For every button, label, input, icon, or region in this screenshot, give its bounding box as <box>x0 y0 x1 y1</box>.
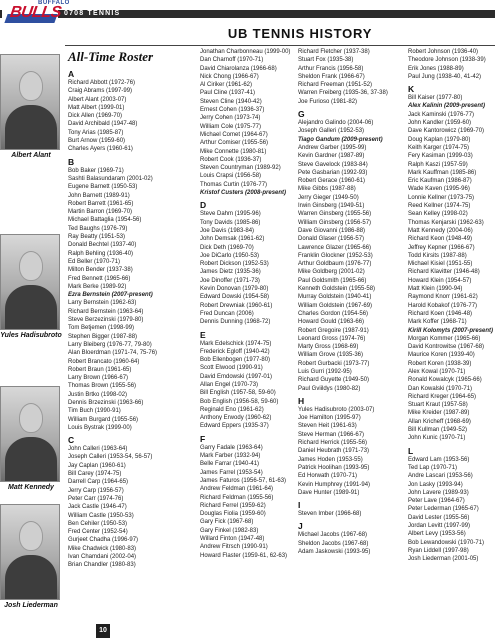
roster-entry: Joseph Calleri (1953-54, 56-57) <box>68 454 153 461</box>
player-photo <box>0 54 62 159</box>
roster-list <box>68 69 193 570</box>
logo-buffalo-text: BUFFALO <box>38 0 70 6</box>
roster-entry: Andrew Garber (1995-99) <box>298 144 367 151</box>
roster-entry: Ed Beller (1970-71) <box>68 258 121 265</box>
roster-entry: Steven Imber (1966-68) <box>298 511 362 518</box>
roster-entry: Kevin Gardner (1987-89) <box>298 153 365 160</box>
roster-column-3 <box>298 48 398 556</box>
roster-entry: Howard Gould (1963-66) <box>298 319 365 326</box>
roster-entry: Joe Dinoffer (1971-73) <box>200 277 260 284</box>
roster-entry: Irwin Ginsberg (1949-51) <box>298 203 365 210</box>
roster-entry: Arthur Comiser (1955-56) <box>200 140 269 147</box>
roster-entry: Bill English (1957-58, 59-60) <box>200 390 276 397</box>
roster-entry: Louis Bystrak (1999-00) <box>68 424 132 431</box>
roster-entry: Charles Ayers (1960-61) <box>68 146 133 153</box>
roster-entry: Lawrence Glazer (1965-66) <box>298 244 372 251</box>
roster-entry: Ray Beatty (1951-53) <box>68 234 126 241</box>
roster-entry: Harold Kobakof (1976-77) <box>408 302 478 309</box>
roster-entry: Frederick Egloff (1940-42) <box>200 348 270 355</box>
roster-entry: Robert Cook (1936-37) <box>200 156 262 163</box>
roster-entry: Bill Carey (1974-75) <box>68 471 122 478</box>
roster-entry: Donald Bechtel (1937-40) <box>68 242 137 249</box>
roster-entry: Steven Countryman (1989-92) <box>200 165 281 172</box>
roster-entry: Jon Lasky (1993-94) <box>408 481 463 488</box>
roster-entry: Arthur Goldbaum (1976-77) <box>298 261 372 268</box>
roster-entry: Kevin Humphrey (1991-94) <box>298 481 371 488</box>
roster-entry: Howard Flaster (1959-61, 62-63) <box>200 552 288 559</box>
roster-entry: Garry Fadale (1963-64) <box>200 444 263 451</box>
roster-entry: Mark Edelschick (1974-75) <box>200 340 272 347</box>
roster-entry: Thomas Curtin (1976-77) <box>200 181 268 188</box>
roster-entry: Ezra Bernstein (2007-present) <box>68 292 153 299</box>
roster-entry: Allan Kricheff (1968-69) <box>408 418 471 425</box>
roster-entry: Gary Fick (1967-68) <box>200 519 254 526</box>
roster-entry: Jonathan Charbonneau (1999-00) <box>200 49 291 55</box>
roster-entry: Mike Gibbs (1987-88) <box>298 186 356 193</box>
roster-entry: Paul Gviildys (1980-82) <box>298 385 361 392</box>
roster-title: All-Time Roster <box>68 49 154 64</box>
roster-entry: Reed Kellner (1974-75) <box>408 203 471 210</box>
roster-entry: Andrew Feldman (1961-64) <box>200 486 274 493</box>
roster-entry: Robert Brancato (1960-64) <box>68 358 140 365</box>
roster-entry: Milton Bender (1937-38) <box>68 267 133 274</box>
roster-entry: Steven Heit (1961-63) <box>298 423 357 430</box>
roster-entry: Todd Kirsits (1987-88) <box>408 252 467 259</box>
roster-entry: Ted Baughs (1976-79) <box>68 225 128 232</box>
roster-entry: Louis Crapsi (1956-58) <box>200 173 262 180</box>
roster-entry: Jeffrey Kepner (1966-67) <box>408 244 475 251</box>
roster-entry: Craig Abrams (1997-99) <box>68 88 133 95</box>
roster-entry: Ralph Behling (1936-40) <box>68 250 134 257</box>
roster-entry: Fery Kasiman (1999-03) <box>408 153 473 160</box>
roster-entry: Theodore Johnson (1938-39) <box>408 57 486 64</box>
roster-entry: Daniel Heubrath (1971-73) <box>298 448 370 455</box>
roster-entry: Pete Gasbarian (1992-93) <box>298 169 368 176</box>
roster-entry: Bob English (1956-58, 59-60) <box>200 398 279 405</box>
roster-entry: Joe Hamilton (1995-97) <box>298 415 361 422</box>
roster-entry: Kevin Donovan (1979-80) <box>200 286 269 293</box>
roster-entry: Jerry Cohen (1973-74) <box>200 115 261 122</box>
roster-entry: Richard Klavitter (1946-48) <box>408 269 480 276</box>
roster-entry: Steve Berzezinski (1979-80) <box>68 317 144 324</box>
letter-heading: L <box>408 445 414 456</box>
roster-entry: Bill Kaiser (1977-80) <box>408 95 463 102</box>
roster-entry: Dick Deth (1969-70) <box>200 244 254 251</box>
roster-entry: Tom Betjemen (1998-99) <box>68 325 135 332</box>
roster-entry: David Archibald (1947-48) <box>68 121 138 128</box>
roster-entry: Jack Kaminski (1976-77) <box>408 111 475 118</box>
roster-entry: Richard Freeman (1951-52) <box>298 82 373 89</box>
roster-entry: William Ginsberg (1956-57) <box>298 219 372 226</box>
roster-entry: Michael Comet (1964-67) <box>200 131 268 138</box>
letter-heading: C <box>68 435 75 446</box>
roster-column-2 <box>200 48 300 560</box>
roster-entry: Mike Chadwick (1980-83) <box>68 545 137 552</box>
roster-column-4 <box>408 48 495 564</box>
section-title: UB TENNIS HISTORY <box>227 26 373 41</box>
letter-heading: H <box>298 395 305 406</box>
roster-entry: Joe Davis (1983-84) <box>200 227 255 234</box>
roster-entry: Howard Klein (1954-57) <box>408 277 472 284</box>
roster-entry: Brian Chandler (1980-83) <box>68 562 136 569</box>
roster-entry: Stuart Fox (1935-38) <box>298 57 354 64</box>
roster-entry: Fred Duncan (2006) <box>200 310 254 317</box>
roster-entry: Robert Dickson (1952-53) <box>200 261 269 268</box>
letter-heading: A <box>68 69 75 79</box>
roster-entry: Warren Ginsberg (1955-56) <box>298 211 372 218</box>
roster-entry: Joseph Galleri (1952-53) <box>298 128 365 135</box>
roster-entry: James Farrel (1953-54) <box>200 469 263 476</box>
roster-entry: Leonard Gross (1974-76) <box>298 335 366 342</box>
roster-entry: Paul Goldsmith (1965-66) <box>298 277 367 284</box>
roster-entry: Nick Chong (1966-67) <box>200 73 259 80</box>
roster-entry: Belle Farrar (1940-41) <box>200 461 260 468</box>
roster-entry: Steve Gavelock (1983-84) <box>298 161 368 168</box>
roster-entry: Adam Jaskowski (1993-95) <box>298 549 371 556</box>
roster-entry: Ted Lap (1970-71) <box>408 464 458 471</box>
roster-entry: Joe Furioso (1981-82) <box>298 98 358 105</box>
roster-entry: Sashti Balasundaram (2001-02) <box>68 175 153 182</box>
roster-entry: Larry Bernstein (1962-63) <box>68 300 137 307</box>
page-number: 10 <box>96 624 110 638</box>
roster-entry: Dave Giovanni (1986-88) <box>298 227 366 234</box>
roster-entry: Ernest Cohen (1936-37) <box>200 107 265 114</box>
roster-entry: William Castle (1950-53) <box>68 512 134 519</box>
roster-entry: Thomas Kenjarski (1962-63) <box>408 219 484 226</box>
roster-entry: Mike Kreider (1987-89) <box>408 410 470 417</box>
roster-entry: Dan Kowalski (1970-71) <box>408 385 473 392</box>
roster-entry: Jerry Carp (1956-57) <box>68 487 124 494</box>
letter-heading: F <box>200 433 206 444</box>
roster-entry: Al Ciriker (1961-62) <box>200 82 253 89</box>
roster-entry: Albert Levy (1953-56) <box>408 531 466 538</box>
player-photo <box>0 504 62 609</box>
roster-entry: Fred Center (1952-54) <box>68 529 128 536</box>
roster-entry: Alex Kowal (1970-71) <box>408 368 466 375</box>
roster-entry: Jay Caplan (1960-61) <box>68 462 126 469</box>
roster-entry: Ivan Chamdani (2002-04) <box>68 554 137 561</box>
roster-entry: Matt Klein (1990-94) <box>408 286 463 293</box>
player-photo-image <box>0 386 60 482</box>
roster-entry: Richard Herrick (1955-56) <box>298 440 368 447</box>
roster-entry: John Kunic (1970-71) <box>408 435 466 442</box>
roster-entry: Stephen Bigger (1987-88) <box>68 333 138 340</box>
roster-entry: Morgan Kommer (1965-66) <box>408 335 481 342</box>
roster-entry: Alan Bloerdman (1971-74, 75-76) <box>68 350 158 357</box>
roster-entry: Gurjeet Chadha (1996-97) <box>68 537 139 544</box>
roster-entry: Willard Finton (1947-48) <box>200 536 265 543</box>
photo-caption: Matt Kennedy <box>8 484 54 491</box>
roster-entry: Steve Dahm (1995-96) <box>200 211 261 218</box>
letter-heading: K <box>408 84 415 95</box>
roster-entry: Dave Kantorowicz (1969-70) <box>408 128 485 135</box>
roster-entry: Michael Kisiel (1951-55) <box>408 261 473 268</box>
letter-heading: I <box>298 500 301 511</box>
roster-entry: Wade Kaven (1995-96) <box>408 186 470 193</box>
roster-entry: Peter Carr (1974-76) <box>68 495 124 502</box>
roster-entry: Joe DiCarlo (1950-53) <box>200 252 260 259</box>
roster-entry: Charles Gordon (1954-56) <box>298 310 369 317</box>
letter-heading: G <box>298 109 305 120</box>
roster-entry: David Lester (1955-56) <box>408 514 470 521</box>
player-photo-image <box>0 504 60 600</box>
roster-entry: Luis Gurri (1992-95) <box>298 368 352 375</box>
roster-entry: Burt Arnow (1959-60) <box>68 138 126 145</box>
roster-entry: Paul Cline (1937-41) <box>200 90 256 97</box>
letter-heading: E <box>200 329 206 340</box>
roster-entry: Sheldon Jacobs (1967-68) <box>298 540 369 547</box>
roster-entry: William Goldstein (1967-69) <box>298 302 373 309</box>
roster-entry: Douglas Fiolia (1959-60) <box>200 511 266 518</box>
roster-entry: Edward Lam (1953-56) <box>408 456 470 463</box>
photo-column <box>0 52 62 612</box>
roster-entry: Raymond Knorr (1961-62) <box>408 294 478 301</box>
roster-entry: David Emdowski (1997-01) <box>200 373 273 380</box>
roster-entry: Lonnie Kellner (1973-75) <box>408 194 475 201</box>
roster-entry: Robert Gerace (1960-61) <box>298 178 366 185</box>
photo-caption: Yules Hadisubroto <box>0 332 62 339</box>
roster-entry: Dick Allen (1969-70) <box>68 113 123 120</box>
roster-entry: Martin Barron (1969-70) <box>68 209 133 216</box>
roster-entry: James Faturos (1956-57, 61-63) <box>200 477 287 484</box>
roster-entry: Richard Bernstein (1963-64) <box>68 308 144 315</box>
photo-caption: Albert Alant <box>11 152 51 159</box>
roster-entry: Sean Kelley (1998-02) <box>408 211 468 218</box>
logo-bulls-text: BULLS <box>8 4 63 21</box>
roster-entry: Mark Kauffman (1985-86) <box>408 169 477 176</box>
roster-entry: Larry Bleiberg (1976-77, 79-80) <box>68 341 152 348</box>
roster-entry: James Dietz (1935-36) <box>200 269 261 276</box>
roster-entry: Richard Kreger (1964-65) <box>408 393 477 400</box>
roster-entry: William Grove (1935-36) <box>298 352 364 359</box>
roster-entry: Eugene Barnett (1950-53) <box>68 184 138 191</box>
letter-heading: B <box>68 156 75 167</box>
roster-entry: Ben Cehiler (1950-53) <box>68 520 128 527</box>
roster-entry: John Demsak (1961-62) <box>200 236 265 243</box>
letter-heading: J <box>298 521 303 532</box>
roster-entry: Richard Fletcher (1937-38) <box>298 49 370 55</box>
roster-entry: Darrell Carp (1964-65) <box>68 479 129 486</box>
roster-entry: John Barnett (1989-91) <box>68 192 130 199</box>
roster-entry: John Lavere (1989-93) <box>408 489 469 496</box>
roster-entry: Matt Kennedy (2004-06) <box>408 227 473 234</box>
roster-entry: Arthur Francis (1956-58) <box>298 65 364 72</box>
roster-entry: Warren Freiberg (1935-36, 37-38) <box>298 90 388 97</box>
roster-entry: Steven Cline (1940-42) <box>200 98 262 105</box>
header-rule <box>65 45 495 46</box>
roster-entry: Jack Castle (1946-47) <box>68 504 127 511</box>
roster-entry: Matt Albert (1999-01) <box>68 104 125 111</box>
roster-entry: Andre Lascari (1953-56) <box>408 473 473 480</box>
roster-entry: William Burgard (1955-56) <box>68 416 139 423</box>
roster-entry: Robert Drewniak (1960-61) <box>200 302 273 309</box>
roster-entry: Richard Ferrel (1959-62) <box>200 502 266 509</box>
roster-entry: Robert Gurbacki (1973-77) <box>298 360 370 367</box>
roster-entry: John Calleri (1963-64) <box>68 446 128 453</box>
roster-entry: Patrick Hoolihan (1993-95) <box>298 464 370 471</box>
roster-entry: Michael Jacobs (1967-68) <box>298 532 368 539</box>
bulls-logo <box>2 0 70 26</box>
roster-entry: Scott Elwood (1990-91) <box>200 365 263 372</box>
roster-entry: Ryan Liddell (1997-98) <box>408 547 469 554</box>
roster-entry: Richard Guyette (1949-50) <box>298 377 370 384</box>
roster-entry: Yules Hadisubroto (2003-07) <box>298 406 375 413</box>
roster-entry: Murray Goldstein (1940-41) <box>298 294 372 301</box>
roster-entry: Jordan Levitt (1997-99) <box>408 523 471 530</box>
roster-entry: Richard Keon (1948-49) <box>408 236 473 243</box>
roster-entry: Gary Finkel (1982-83) <box>200 527 259 534</box>
letter-heading: D <box>200 200 207 211</box>
roster-entry: Kirill Kolomyts (2007-present) <box>408 327 494 334</box>
roster-entry: Eric Kaufman (1986-87) <box>408 178 472 185</box>
player-photo-image <box>0 54 60 150</box>
roster-entry: John Kandler (1959-60) <box>408 120 472 127</box>
roster-entry: Ronald Kowalcyk (1965-66) <box>408 377 482 384</box>
photo-caption: Josh Liederman <box>4 602 58 609</box>
roster-entry: Bob Ellenbogen (1977-80) <box>200 357 271 364</box>
roster-entry: Bob Baker (1969-71) <box>68 167 124 174</box>
roster-entry: Michael Battaglia (1954-56) <box>68 217 142 224</box>
roster-entry: Robert Koren (1938-39) <box>408 360 472 367</box>
roster-entry: Mark Berke (1989-92) <box>68 283 127 290</box>
roster-entry: Franklin Glockner (1952-53) <box>298 252 373 259</box>
roster-entry: William Cole (1975-77) <box>200 123 262 130</box>
roster-entry: Tiago Gandum (2009-present) <box>298 136 383 143</box>
roster-entry: Keith Karger (1974-75) <box>408 144 470 151</box>
roster-entry: Robert Johnson (1936-40) <box>408 49 479 55</box>
roster-entry: Dave Hunter (1989-91) <box>298 489 360 496</box>
roster-entry: Kenneth Goldstein (1955-58) <box>298 286 376 293</box>
season-label: 0708 TENNIS <box>64 10 121 17</box>
roster-entry: Dan Charnoff (1970-71) <box>200 57 264 64</box>
roster-entry: Richard Abbott (1972-76) <box>68 80 136 86</box>
roster-entry: Richard Koen (1946-48) <box>408 310 473 317</box>
roster-entry: Stuart Kraut (1957-58) <box>408 402 468 409</box>
roster-entry: Mark Koffer (1968-71) <box>408 319 467 326</box>
roster-entry: Edward Dowski (1954-58) <box>200 294 270 301</box>
roster-entry: Robert Gregoire (1987-91) <box>298 327 369 334</box>
roster-entry: Bob Lewandowski (1970-71) <box>408 539 485 546</box>
roster-entry: Allan Engel (1970-73) <box>200 381 259 388</box>
roster-entry: Erik Jones (1988-89) <box>408 65 464 72</box>
roster-entry: Dennis Dunning (1968-72) <box>200 319 271 326</box>
roster-entry: Justin Brtko (1998-02) <box>68 391 128 398</box>
roster-entry: Reginald Eno (1961-62) <box>200 406 264 413</box>
roster-entry: Richard Feldman (1955-56) <box>200 494 274 501</box>
roster-entry: Kristof Custers (2008-present) <box>200 190 287 197</box>
roster-entry: Ralph Kaszi (1957-59) <box>408 161 468 168</box>
roster-entry: David Kontrowitse (1967-68) <box>408 344 485 351</box>
roster-entry: Maurice Koren (1939-40) <box>408 352 475 359</box>
roster-entry: Mike Connette (1980-81) <box>200 148 267 155</box>
player-photo <box>0 386 62 491</box>
roster-entry: Larry Brown (1966-67) <box>68 375 129 382</box>
roster-entry: Alejandro Galindo (2004-06) <box>298 120 374 127</box>
roster-entry: David Chiarolanza (1966-68) <box>200 65 277 72</box>
roster-entry: Tony Arias (1985-87) <box>68 129 124 136</box>
player-photo-image <box>0 234 60 330</box>
roster-entry: Tony Davids (1985-86) <box>200 219 261 226</box>
roster-entry: Edward Eppers (1935-37) <box>200 423 269 430</box>
roster-entry: Jerry Gieger (1949-50) <box>298 194 359 201</box>
roster-entry: Marty Gross (1968-69) <box>298 344 359 351</box>
roster-entry: Josh Liederman (2001-05) <box>408 556 479 563</box>
roster-entry: Robert Braun (1961-65) <box>68 366 132 373</box>
roster-entry: Mike Goldberg (2001-02) <box>298 269 365 276</box>
roster-entry: Donald Glaser (1956-57) <box>298 236 365 243</box>
player-photo <box>0 234 62 339</box>
roster-entry: Tim Buch (1990-91) <box>68 408 121 415</box>
roster-entry: Thomas Brown (1955-56) <box>68 383 137 390</box>
roster-entry: Albert Alant (2003-07) <box>68 96 127 103</box>
roster-entry: Alex Kalinin (2009-present) <box>408 103 486 110</box>
roster-entry: Anthony Erwody (1960-62) <box>200 415 272 422</box>
roster-entry: James Hoden (1953-55) <box>298 456 363 463</box>
roster-entry: Doug Kaplan (1979-80) <box>408 136 471 143</box>
roster-entry: Peter Lave (1964-67) <box>408 498 465 505</box>
roster-entry: Paul Jung (1938-40, 41-42) <box>408 73 482 80</box>
roster-entry: Bill Kullman (1949-52) <box>408 427 468 434</box>
roster-entry: Sheldon Frank (1966-67) <box>298 73 365 80</box>
roster-entry: Steve Herman (1966-67) <box>298 431 365 438</box>
roster-entry: Fred Bennett (1965-66) <box>68 275 131 282</box>
roster-entry: Ed Horwath (1970-71) <box>298 473 358 480</box>
roster-entry: Robert Barrett (1961-65) <box>68 200 134 207</box>
roster-entry: Mark Farber (1932-94) <box>200 453 261 460</box>
page-header <box>0 0 495 52</box>
roster-entry: Andrew Fitrsch (1990-91) <box>200 544 268 551</box>
roster-column-1 <box>68 48 193 570</box>
roster-entry: Dennis Brzezinski (1963-66) <box>68 399 144 406</box>
roster-entry: Peter Lederman (1965-67) <box>408 506 479 513</box>
